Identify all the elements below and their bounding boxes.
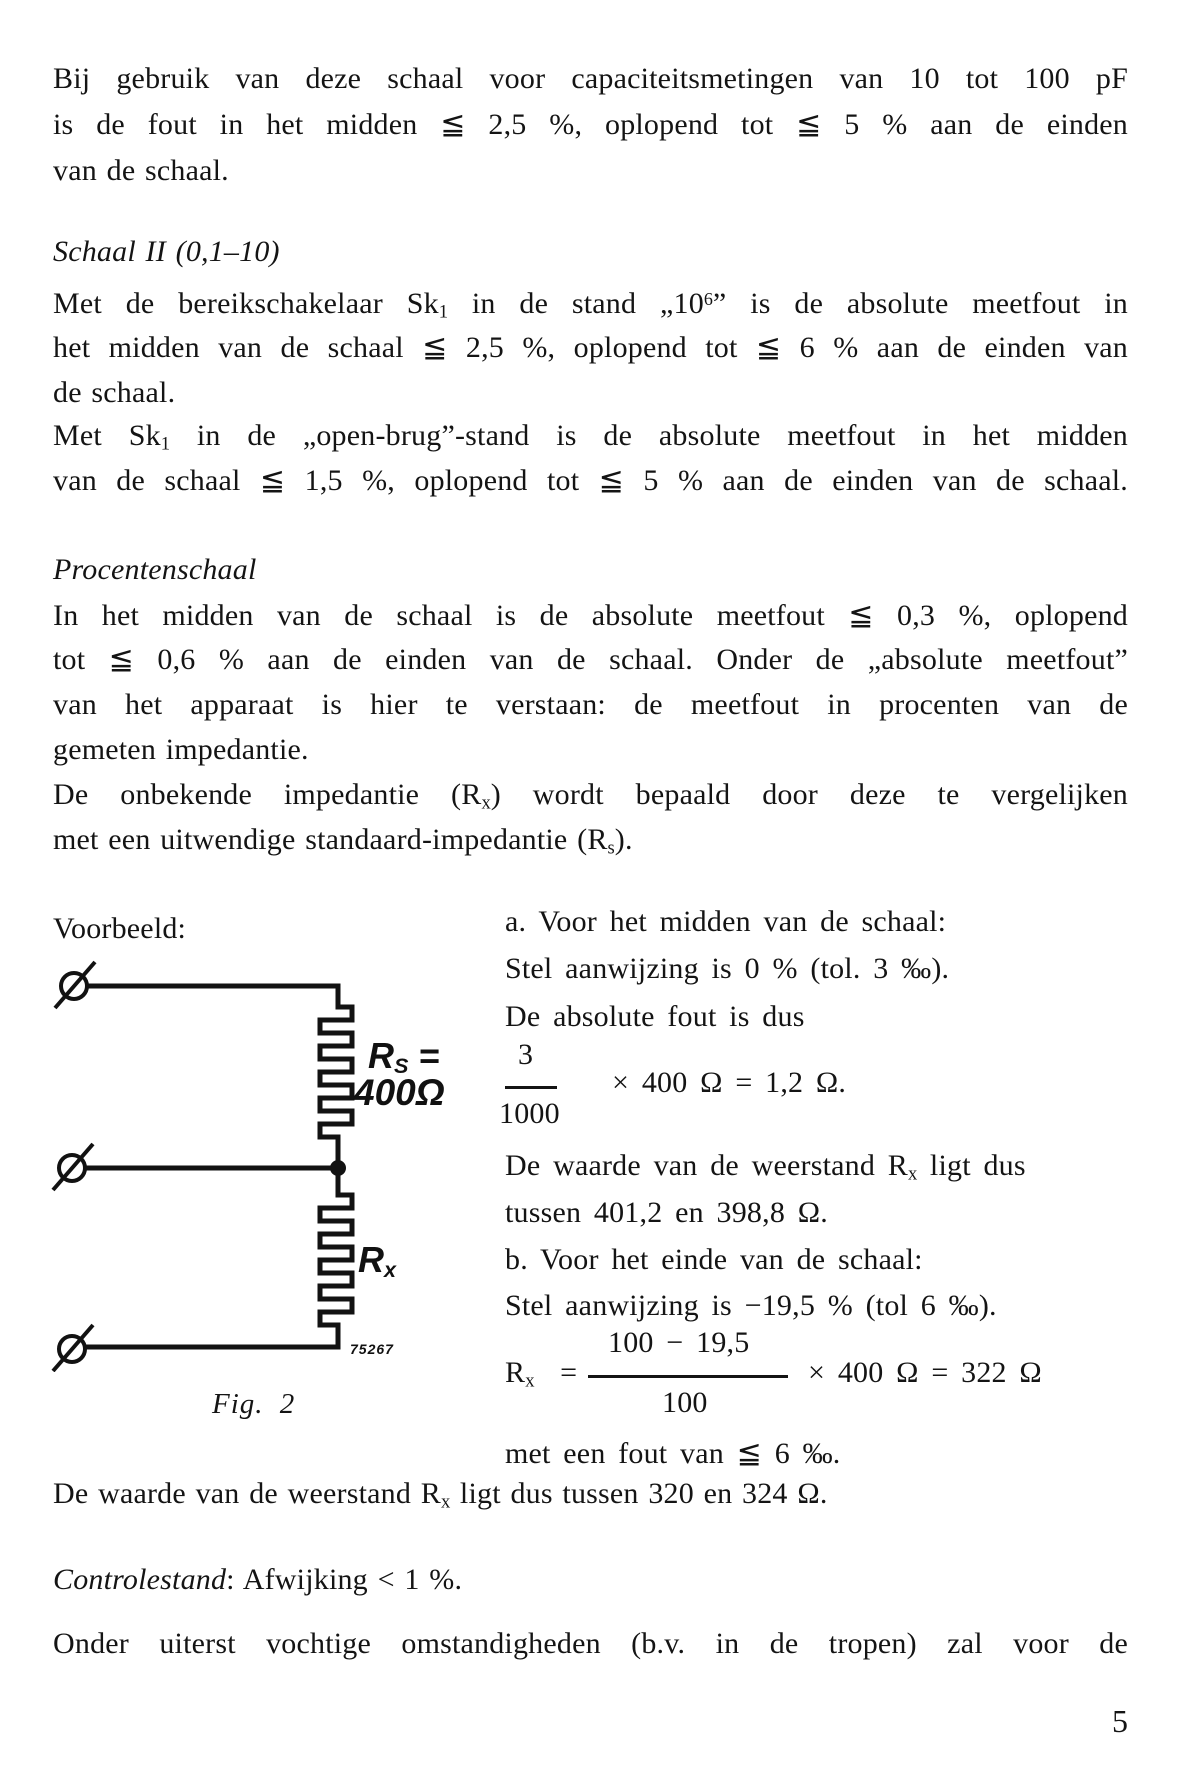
- label-rx: $R_x$: [358, 1239, 397, 1282]
- col-a-line3: De absolute fout is dus: [505, 1000, 805, 1033]
- superscript: 6: [703, 288, 713, 309]
- para3-line1: In het midden van de schaal is de absolute meetfout ≦ 0,3 %, oplopend: [53, 599, 1128, 632]
- closing-line1: De waarde van de weerstand $R_x$ ligt dus tussen 320 en 324 Ω.: [53, 1477, 828, 1513]
- subscript: x: [907, 1163, 918, 1185]
- section-heading-schaal-2: [53, 233, 1128, 271]
- col-b-line3: b. Voor het einde van de schaal:: [505, 1243, 923, 1276]
- resistor-rx-symbol: [86, 1167, 352, 1347]
- para2-line3: de schaal.: [53, 376, 176, 409]
- subscript: x: [525, 1370, 535, 1392]
- drawing-number: 75267: [350, 1341, 394, 1357]
- label-rs-value: 400Ω: [354, 1072, 445, 1113]
- para2-line5: van de schaal ≦ 1,5 %, oplopend tot ≦ 5 % aan de einden van de schaal.: [53, 464, 1128, 497]
- subscript: s: [607, 837, 615, 859]
- subscript: 1: [438, 301, 449, 323]
- frac-b-denominator: 100: [662, 1386, 708, 1419]
- subscript: x: [481, 792, 491, 814]
- subscript: 1: [160, 433, 171, 455]
- col-b-line2: tussen 401,2 en 398,8 Ω.: [505, 1196, 828, 1229]
- col-b-line4: Stel aanwijzing is −19,5 % (tol 6 ‰).: [505, 1289, 997, 1322]
- frac-b-lhs: $R_x$ =: [505, 1356, 578, 1392]
- figure-caption: Fig. 2: [212, 1388, 296, 1420]
- para3-line2: tot ≦ 0,6 % aan de einden van de schaal. Onder de „absolute meetfout”: [53, 643, 1128, 676]
- heading-text: Procentenschaal: [53, 553, 257, 586]
- para1-line1: [53, 60, 1128, 98]
- page-number: 5: [1112, 1703, 1128, 1739]
- para3-line6: met een uitwendige standaard-impedantie $(R_s)$.: [53, 823, 633, 859]
- closing-line3: Onder uiterst vochtige omstandigheden (b.v. in de tropen) zal voor de: [53, 1627, 1128, 1660]
- frac-b-numerator: 100 − 19,5: [608, 1326, 750, 1359]
- para2-line2: het midden van de schaal ≦ 2,5 %, oplopend tot ≦ 6 % aan de einden van: [53, 331, 1128, 364]
- subscript: S: [394, 1052, 409, 1078]
- heading-text: Schaal II (0,1–10): [53, 235, 280, 268]
- col-b-line1: De waarde van de weerstand $R_x$ ligt dus: [505, 1149, 1026, 1185]
- para3-line3: van het apparaat is hier te verstaan: de meetfout in procenten van de: [53, 688, 1128, 721]
- example-label: Voorbeeld:: [53, 912, 187, 945]
- col-a-line1: a. Voor het midden van de schaal:: [505, 905, 947, 938]
- text: is de fout in het midden ≦ 2,5 %, oplopend tot ≦ 5 % aan de einden: [53, 108, 1128, 141]
- para3-line5: De onbekende impedantie $(R_x)$ wordt bepaald door deze te vergelijken: [53, 778, 1129, 814]
- resistor-rs-symbol: [88, 986, 352, 1169]
- label-rs: $R_S$ =: [368, 1035, 440, 1078]
- text: Bij gebruik van deze schaal voor capaciteitsmetingen van 10 tot 100 pF: [53, 62, 1128, 95]
- frac-b-rest: × 400 Ω = 322 Ω: [808, 1356, 1042, 1389]
- frac-a-bar: [505, 1086, 557, 1089]
- frac-a-rest: × 400 Ω = 1,2 Ω.: [612, 1066, 847, 1099]
- subscript: x: [440, 1491, 451, 1513]
- para1-line2: [53, 106, 1128, 144]
- italic-lead: Controlestand: [53, 1563, 227, 1596]
- subscript: x: [384, 1256, 397, 1282]
- para1-line3: [53, 152, 1128, 190]
- col-a-line2: Stel aanwijzing is 0 % (tol. 3 ‰).: [505, 952, 950, 985]
- section-heading-procentenschaal: [53, 551, 1128, 589]
- text: van de schaal.: [53, 154, 229, 187]
- closing-line2: Controlestand: Afwijking < 1 %.: [53, 1563, 463, 1596]
- circuit-diagram-fig2: [40, 948, 470, 1372]
- frac-a-denominator: 1000: [499, 1097, 560, 1130]
- col-b-line5: met een fout van ≦ 6 ‰.: [505, 1437, 841, 1470]
- para2-line4: Met $Sk_1$ in de „open-brug”-stand is de absolute meetfout in het midden: [53, 419, 1128, 455]
- junction-dot: [330, 1160, 346, 1176]
- frac-b-bar: [588, 1375, 788, 1378]
- para3-line4: gemeten impedantie.: [53, 733, 309, 766]
- para2-line1: Met de bereikschakelaar $Sk_1$ in de stand $„10^6$” is de absolute meetfout in: [53, 287, 1128, 323]
- frac-a-numerator: 3: [518, 1038, 534, 1071]
